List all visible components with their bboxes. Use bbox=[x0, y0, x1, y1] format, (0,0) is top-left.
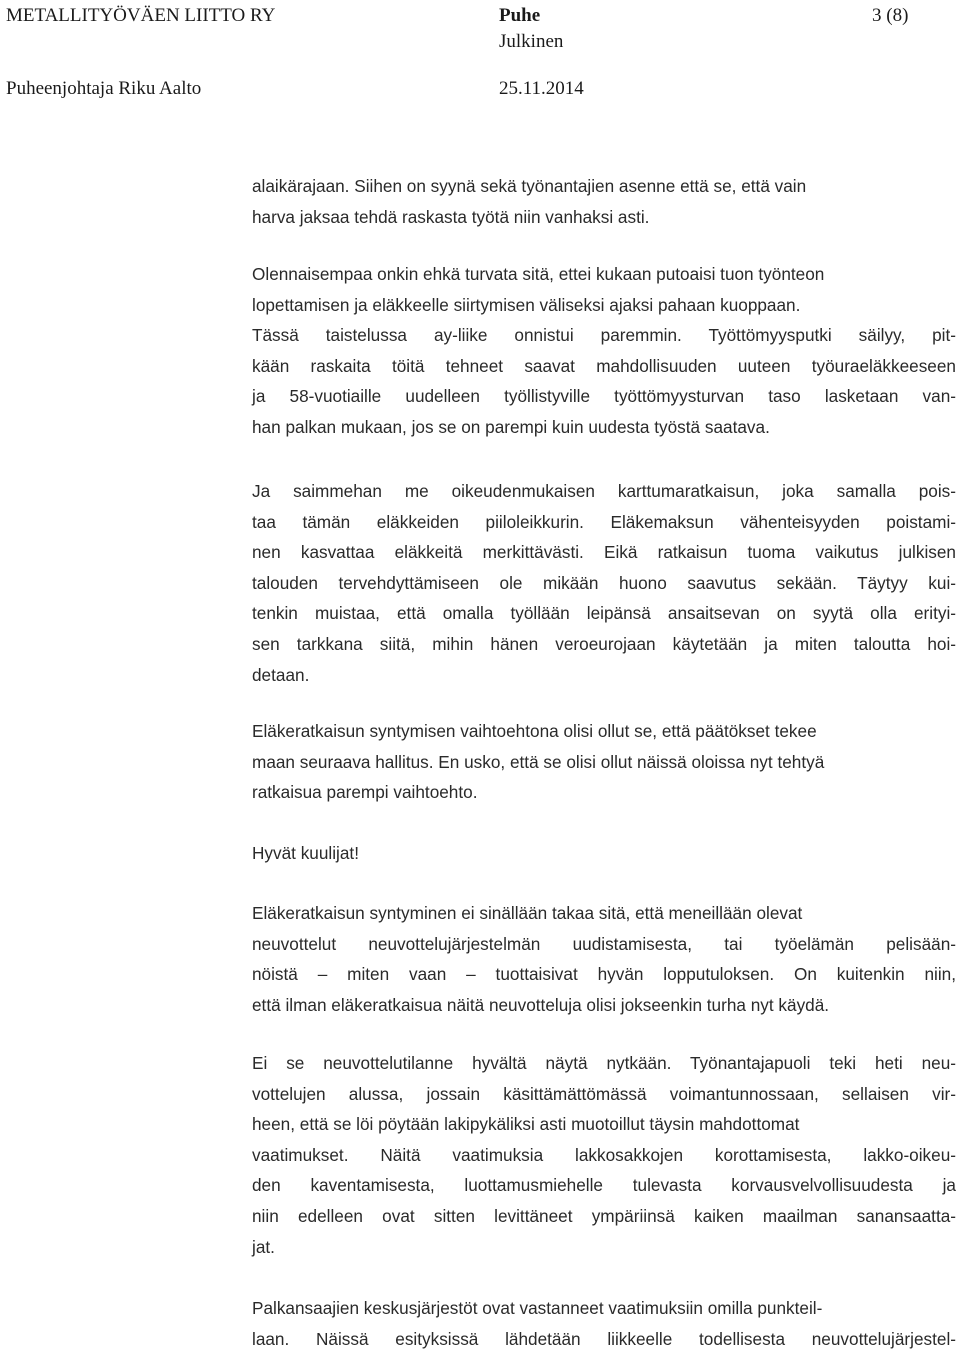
text-line: vaatimukset. Näitä vaatimuksia lakkosakkojen korottamisesta, lakko-oikeu- bbox=[252, 1144, 956, 1165]
text-line: nen kasvattaa eläkkeitä merkittävästi. Eikä ratkaisun tuoma vaikutus julkisen bbox=[252, 542, 956, 563]
text-line: Eläkeratkaisun syntyminen ei sinällään takaa sitä, että meneillään olevat bbox=[252, 903, 803, 923]
classification: Julkinen bbox=[499, 31, 564, 52]
text-line: lopettamisen ja eläkkeelle siirtymisen väliseksi ajaksi pahaan kuoppaan. bbox=[252, 294, 801, 315]
text-line: taa tämän eläkkeiden piiloleikkurin. Eläkemaksun vähenteisyyden poistami- bbox=[252, 511, 956, 532]
text-line: ratkaisua parempi vaihtoehto. bbox=[252, 782, 478, 803]
text-line: alaikärajaan. Siihen on syynä sekä työnantajien asenne että se, että vain bbox=[252, 176, 807, 196]
text-line: heen, että se löi pöytään lakipykäliksi asti muotoillut täysin mahdottomat bbox=[252, 1114, 800, 1135]
text-line: vottelujen alussa, jossain käsittämättömässä voimantunnossaan, sellaisen vir- bbox=[252, 1083, 956, 1104]
text-line: Olennaisempaa onkin ehkä turvata sitä, ettei kukaan putoaisi tuon työnteon bbox=[252, 264, 825, 284]
text-line: neuvottelut neuvottelujärjestelmän uudistamisesta, tai työelämän pelisään- bbox=[252, 933, 956, 954]
text-line: harva jaksaa tehdä raskasta työtä niin vanhaksi asti. bbox=[252, 206, 650, 227]
text-line: Palkansaajien keskusjärjestöt ovat vastanneet vaatimuksiin omilla punkteil- bbox=[252, 1298, 823, 1318]
page-number: 3 (8) bbox=[872, 5, 909, 26]
text-line: sen tarkkana siitä, mihin hänen veroeurojaan käytetään ja miten taloutta hoi- bbox=[252, 634, 956, 654]
text-line: niin edelleen ovat sitten levittäneet ympäriinsä kaiken maailman sanansaatta- bbox=[252, 1206, 956, 1226]
text-line: tenkin muistaa, että omalla työllään leipänsä ansaitsevan on syytä olla erityi- bbox=[252, 603, 956, 624]
document-type: Puhe bbox=[499, 5, 541, 26]
document-date: 25.11.2014 bbox=[499, 78, 584, 99]
text-line: että ilman eläkeratkaisua näitä neuvotteluja olisi jokseenkin turha nyt käydä. bbox=[252, 994, 830, 1015]
text-line: Ei se neuvottelutilanne hyvältä näytä nytkään. Työnantajapuoli teki heti neu- bbox=[252, 1053, 956, 1073]
author: Puheenjohtaja Riku Aalto bbox=[6, 78, 202, 99]
text-line: laan. Näissä esityksissä lähdetään liikkeelle todellisesta neuvottelujärjestel- bbox=[252, 1328, 956, 1349]
organization-name: METALLITYÖVÄEN LIITTO RY bbox=[6, 5, 276, 26]
text-line: Hyvät kuulijat! bbox=[252, 843, 359, 863]
text-line: jat. bbox=[252, 1236, 275, 1257]
text-line: Tässä taistelussa ay-liike onnistui paremmin. Työttömyysputki säilyy, pit- bbox=[252, 325, 956, 346]
text-line: nöistä – miten vaan – tuottaisivat hyvän lopputuloksen. On kuitenkin niin, bbox=[252, 964, 956, 985]
text-line: detaan. bbox=[252, 664, 310, 685]
text-line: ja 58-vuotiaille uudelleen työllistyville työttömyysturvan taso lasketaan van- bbox=[252, 386, 956, 407]
text-line: Ja saimmehan me oikeudenmukaisen karttumaratkaisun, joka samalla pois- bbox=[252, 481, 956, 501]
text-line: kään raskaita töitä tehneet saavat mahdollisuuden uuteen työuraeläkkeeseen bbox=[252, 355, 956, 376]
text-line: han palkan mukaan, jos se on parempi kuin uudesta työstä saatava. bbox=[252, 417, 770, 437]
text-line: talouden tervehdyttämiseen ole mikään huono saavutus sekään. Täytyy kui- bbox=[252, 572, 956, 593]
text-line: Eläkeratkaisun syntymisen vaihtoehtona olisi ollut se, että päätökset tekee bbox=[252, 721, 817, 741]
text-line: maan seuraava hallitus. En usko, että se olisi ollut näissä oloissa nyt tehtyä bbox=[252, 751, 825, 772]
text-line: den kaventamisesta, luottamusmiehelle tulevasta korvausvelvollisuudesta ja bbox=[252, 1175, 956, 1196]
